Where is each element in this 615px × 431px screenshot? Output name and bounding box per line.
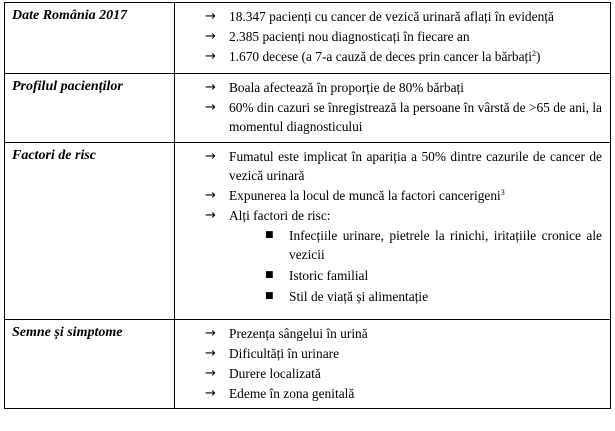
list-item: → Alți factori de risc: <box>205 208 331 223</box>
row-label: Factori de risc <box>5 143 175 320</box>
right-arrow-icon: → <box>205 49 216 64</box>
list-item: → Dificultăți în urinare <box>205 346 340 361</box>
row-label: Date România 2017 <box>5 3 175 74</box>
list-item: → Fumatul este implicat în apariția a 50% dintre cazurile de cancer de vezică urinară <box>205 149 602 183</box>
right-arrow-icon: → <box>205 29 216 44</box>
table-row <box>5 320 611 409</box>
sub-list <box>205 226 602 306</box>
right-arrow-icon: → <box>205 326 216 341</box>
row-label: Profilul pacienților <box>5 74 175 143</box>
list-item: → Edeme în zona genitală <box>205 386 355 401</box>
square-bullet-icon: ■ <box>265 230 274 240</box>
row-content <box>175 3 611 74</box>
footnote-ref: 2 <box>531 49 536 58</box>
list-item: → Expunerea la locul de muncă la factori cancerigeni$^3$ <box>205 188 505 203</box>
list-item: → Boala afectează în proporție de 80% bărbați <box>205 80 464 95</box>
sub-list-item: ■ Istoric familial <box>265 268 369 283</box>
row-label: Semne și simptome <box>5 320 175 409</box>
square-bullet-icon: ■ <box>265 291 274 301</box>
footnote-ref: 3 <box>500 188 505 197</box>
right-arrow-icon: → <box>205 188 216 203</box>
right-arrow-icon: → <box>205 366 216 381</box>
table-row <box>5 74 611 143</box>
right-arrow-icon: → <box>205 346 216 361</box>
table-row <box>5 143 611 320</box>
row-content <box>175 143 611 320</box>
right-arrow-icon: → <box>205 149 216 164</box>
right-arrow-icon: → <box>205 9 216 24</box>
right-arrow-icon: → <box>205 386 216 401</box>
list-item: → Durere localizată <box>205 366 321 381</box>
sub-list-item: ■ Stil de viață și alimentație <box>265 289 429 304</box>
right-arrow-icon: → <box>205 80 216 95</box>
row-content <box>175 320 611 409</box>
list-item: → 2.385 pacienți nou diagnosticați în fiecare an <box>205 29 470 44</box>
info-table <box>4 2 611 409</box>
sub-list-item: ■ Infecțiile urinare, pietrele la rinichi, iritațiile cronice ale vezicii <box>265 228 602 262</box>
list-item: → Prezența sângelui în urină <box>205 326 368 341</box>
right-arrow-icon: → <box>205 208 216 223</box>
right-arrow-icon: → <box>205 100 216 115</box>
list-item: → 60% din cazuri se înregistrează la persoane în vârstă de >65 de ani, la momentul diagnosticului <box>205 100 602 134</box>
list-item: → 1.670 decese (a 7-a cauză de deces prin cancer la bărbați$^2$) <box>205 49 541 64</box>
table-row <box>5 3 611 74</box>
square-bullet-icon: ■ <box>265 270 274 280</box>
row-content <box>175 74 611 143</box>
list-item: → 18.347 pacienți cu cancer de vezică urinară aflați în evidență <box>205 9 554 24</box>
